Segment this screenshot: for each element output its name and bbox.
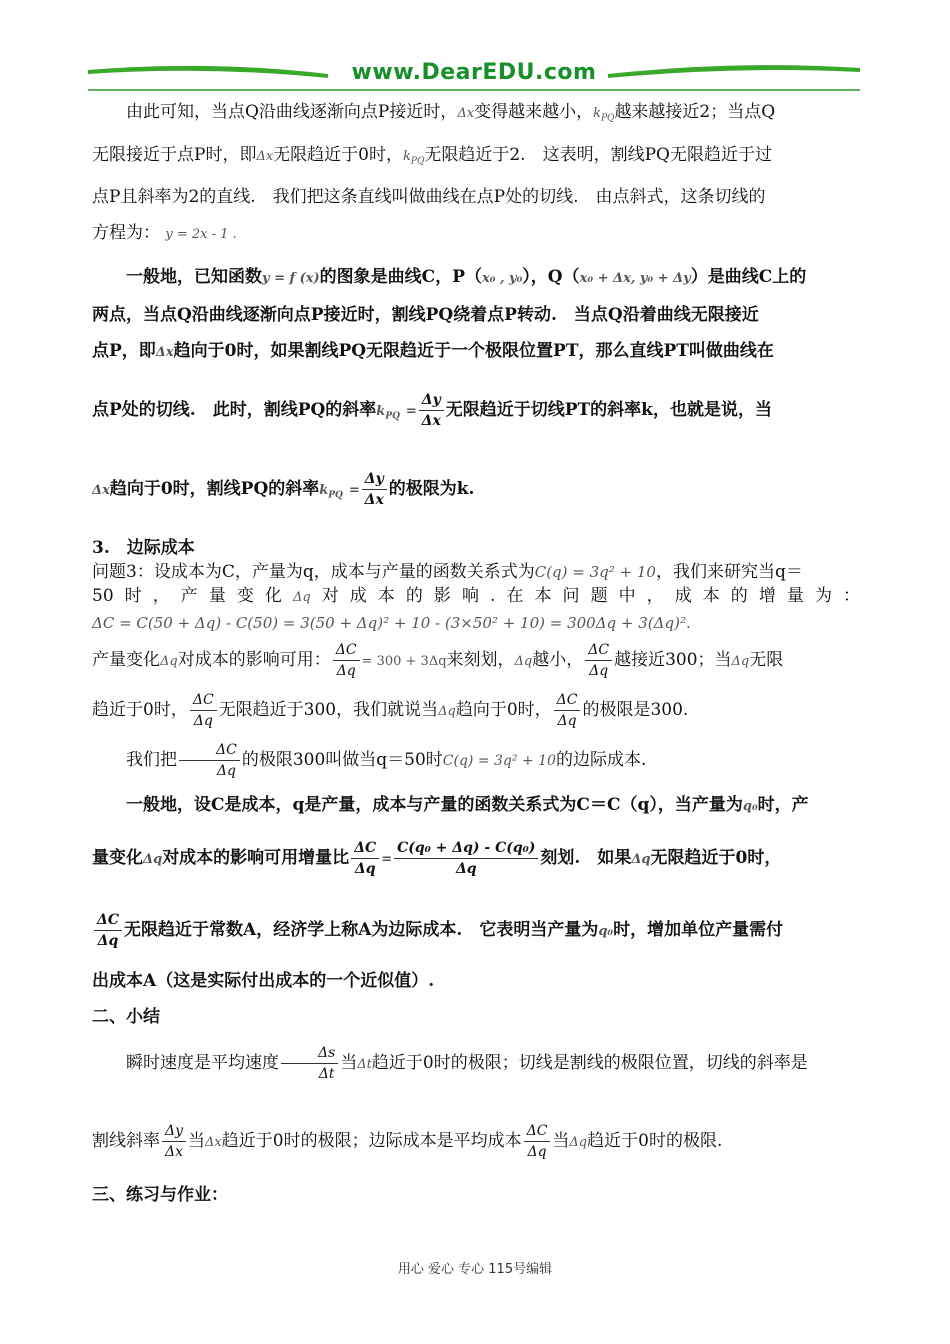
- document-body: [92, 94, 860, 1215]
- site-logo: www.DearEDU.com: [351, 60, 597, 85]
- definition-tangent: 一般地，已知函数y = f (x)的图象是曲线C，P（x₀ , y₀），Q（x₀ + Δx, y₀ + Δy）是曲线C上的 两点，当点Q沿曲线逐渐向点P接近时，割线PQ绕着点P转动. 当点Q沿着曲线无限接近 点P，即Δx趋向于0时，如果割线PQ无限趋近于一个极限位置PT，那么直线PT叫做曲线在: [92, 267, 807, 362]
- section-heading-summary: 二、小结: [92, 1007, 160, 1028]
- problem-3-limit: 趋近于0时， $\frac{\Delta C}{\Delta q}$ 无限趋近于300，我们就说当Δq趋向于0时， $\frac{\Delta C}{\Delta q}$ 的极限是300.: [92, 692, 689, 730]
- definition-marginal-cost-4: 出成本A（这是实际付出成本的一个近似值）.: [92, 971, 435, 992]
- section-heading-marginal-cost: 3. 边际成本: [92, 538, 195, 559]
- definition-marginal-cost-3: $\frac{\Delta C}{\Delta q}$ 无限趋近于常数A，经济学上称A为边际成本. 它表明当产量为q₀时，增加单位产量需付: [92, 891, 860, 971]
- problem-3-line2: 50时，产量变化Δq对成本的影响.在本问题中，成本的增量为：: [92, 586, 860, 607]
- definition-marginal-cost-2: 量变化Δq对成本的影响可用增量比 $\frac{\Delta C}{\Delta q}$ = $\frac{\text{C(q₀ + Δq) - C(q₀)}}{\Delta q}$ 刻划. 如果Δq无限趋近于0时，: [92, 840, 782, 878]
- marginal-cost-example: 我们把 $\frac{\Delta C}{\Delta q}$ 的极限300叫做当q＝50时C(q) = 3q² + 10的边际成本.: [126, 742, 647, 780]
- definition-tangent-limit: Δx趋向于0时，割线PQ的斜率$k_{PQ}$ = $\frac{\Delta y}{\Delta x}$ 的极限为k.: [92, 470, 475, 508]
- increment-equation: ΔC = C(50 + Δq) - C(50) = 3(50 + Δq)² + 10 - (3×50² + 10) = 300Δq + 3(Δq)².: [92, 614, 691, 633]
- summary-line2: 割线斜率 $\frac{\Delta y}{\Delta x}$ 当Δx趋近于0时的极限；边际成本是平均成本 $\frac{\Delta C}{\Delta q}$ 当Δq趋近于0时的极限.: [92, 1123, 723, 1161]
- paragraph: 由此可知，当点Q沿曲线逐渐向点P接近时，Δx变得越来越小，$k_{PQ}$越来越接近2；当点Q 无限接近于点P时，即Δx无限趋近于0时，$k_{PQ}$无限趋近于2. 这表明，割线PQ无限趋近于过 点P且斜率为2的直线. 我们把这条直线叫做曲线在点P处的切线. 由点斜式，这条切线的 方程为： y = 2x - 1 .: [92, 102, 776, 244]
- page-footer: 用心 爱心 专心 115号编辑: [397, 1262, 553, 1277]
- fraction-dy-dx: $\frac{\Delta y}{\Delta x}$: [419, 390, 444, 431]
- section-heading-exercises: 三、练习与作业：: [92, 1185, 228, 1206]
- definition-marginal-cost: 一般地，设C是成本，q是产量，成本与产量的函数关系式为C＝C（q），当产量为q₀时，产: [126, 795, 809, 816]
- problem-3-ratio: 产量变化Δq对成本的影响可用： $\frac{\Delta C}{\Delta q}$ = 300 + 3Δq来刻划，Δq越小， $\frac{\Delta C}{\Delta q}$ 越接近300；当Δq无限: [92, 642, 784, 680]
- definition-tangent-cont: 点P处的切线. 此时，割线PQ的斜率$k_{PQ}$ = $\frac{\Delta y}{\Delta x}$ 无限趋近于切线PT的斜率k，也就是说，当: [92, 392, 772, 430]
- summary-line1: 瞬时速度是平均速度 $\frac{\Delta s}{\Delta t}$ 当Δt趋近于0时的极限；切线是割线的极限位置，切线的斜率是: [126, 1045, 808, 1083]
- page-header: [88, 56, 860, 92]
- problem-3: 问题3：设成本为C，产量为q，成本与产量的函数关系式为C(q) = 3q² + 10，我们来研究当q＝: [92, 562, 803, 583]
